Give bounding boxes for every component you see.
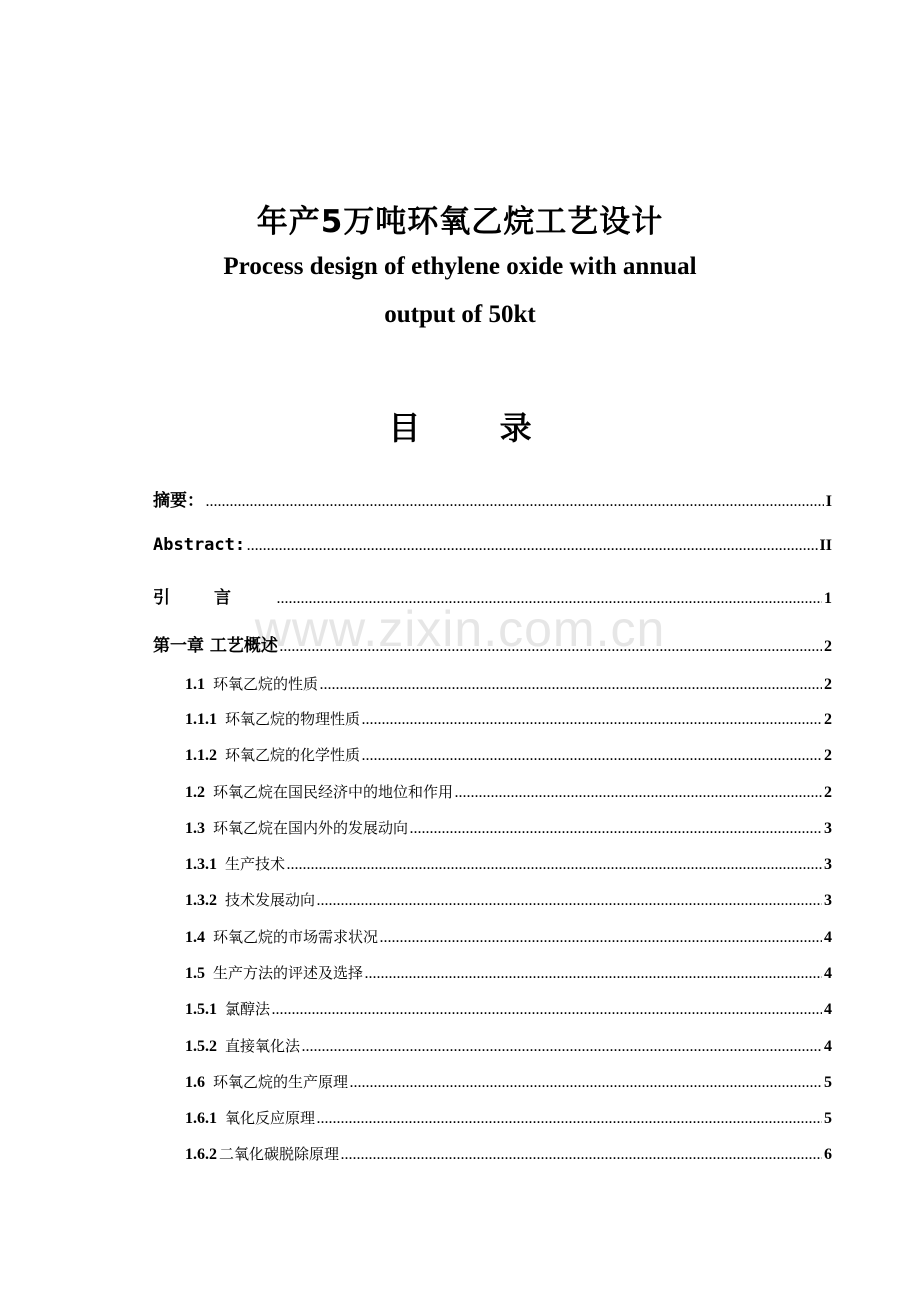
toc-leader-dots	[247, 539, 817, 554]
toc-entry-number: 1.5	[185, 965, 205, 982]
toc-entry[interactable]	[185, 1035, 832, 1056]
toc-leader-dots	[455, 786, 822, 801]
toc-entry-label: 环氧乙烷的市场需求状况	[213, 928, 379, 946]
toc-leader-dots	[287, 858, 822, 873]
toc-entry[interactable]	[185, 817, 832, 838]
toc-leader-dots	[362, 713, 822, 728]
toc-entry[interactable]	[185, 744, 832, 765]
toc-leader-dots	[206, 495, 824, 510]
toc-entry[interactable]	[185, 998, 832, 1019]
toc-entry-label: 氯醇法	[225, 1000, 271, 1018]
toc-entry-page: 2	[824, 676, 832, 693]
toc-entry[interactable]	[185, 853, 832, 874]
toc-entry-label: 技术发展动向	[225, 891, 316, 909]
toc-entry[interactable]	[185, 1143, 832, 1164]
toc-entry-page: 2	[824, 638, 832, 655]
toc-entry-label: 环氧乙烷在国民经济中的地位和作用	[213, 783, 454, 801]
toc-entry-label: 环氧乙烷的化学性质	[225, 746, 361, 764]
toc-entry-label: 环氧乙烷在国内外的发展动向	[213, 819, 409, 837]
toc-entry-page: II	[819, 537, 832, 554]
toc-entry-label: 氧化反应原理	[225, 1109, 316, 1127]
toc-entry-page: I	[825, 493, 832, 510]
toc-entry-label: 环氧乙烷的生产原理	[213, 1073, 349, 1091]
toc-leader-dots	[320, 678, 822, 693]
toc-entry-number: 1.6.1	[185, 1110, 217, 1127]
toc-leader-dots	[341, 1148, 822, 1163]
toc-entry-page: 3	[824, 892, 832, 909]
toc-entry-page: 5	[824, 1074, 832, 1091]
toc-entry[interactable]	[185, 1071, 832, 1092]
toc-leader-dots	[302, 1040, 822, 1055]
toc-entry-label: 环氧乙烷的性质	[213, 675, 319, 693]
document-title-en-line2: output of 50kt	[384, 301, 536, 328]
toc-entry-number: 1.4	[185, 929, 205, 946]
toc-entry-number: 1.3	[185, 820, 205, 837]
toc-entry-page: 3	[824, 856, 832, 873]
toc-entry-label: 直接氧化法	[225, 1037, 301, 1055]
toc-entry-page: 4	[824, 965, 832, 982]
toc-leader-dots	[272, 1003, 822, 1018]
document-title-en-line1: Process design of ethylene oxide with annual	[223, 253, 697, 280]
toc-entry-page: 2	[824, 711, 832, 728]
toc-entry-label: 摘要：	[153, 491, 204, 511]
toc-leader-dots	[410, 822, 822, 837]
toc-entry-page: 4	[824, 929, 832, 946]
toc-leader-dots	[317, 894, 822, 909]
toc-entry[interactable]	[185, 781, 832, 802]
toc-entry-number: 1.5.1	[185, 1001, 217, 1018]
toc-leader-dots	[317, 1112, 822, 1127]
toc-entry[interactable]	[185, 1107, 832, 1128]
toc-leader-dots	[362, 749, 822, 764]
toc-entry-label: 引言	[153, 588, 275, 608]
toc-entry-number: 1.6	[185, 1074, 205, 1091]
toc-entry-page: 4	[824, 1038, 832, 1055]
watermark: www.zixin.com.cn	[254, 601, 666, 657]
toc-leader-dots	[350, 1076, 822, 1091]
toc-entry-page: 2	[824, 747, 832, 764]
toc-entry-number: 1.3.2	[185, 892, 217, 909]
toc-leader-dots	[380, 931, 822, 946]
toc-entry-page: 5	[824, 1110, 832, 1127]
toc-entry-number: 1.6.2	[185, 1146, 217, 1163]
toc-entry-number: 1.2	[185, 784, 205, 801]
toc-entry-number: 1.1.2	[185, 747, 217, 764]
toc-entry-number: 1.5.2	[185, 1038, 217, 1055]
toc-leader-dots	[365, 967, 822, 982]
toc-entry-page: 4	[824, 1001, 832, 1018]
toc-leader-dots	[277, 592, 822, 607]
toc-leader-dots	[280, 640, 822, 655]
toc-entry[interactable]	[185, 673, 832, 694]
document-title-cn: 年产5万吨环氧乙烷工艺设计	[256, 204, 664, 240]
toc-entry-label: 生产技术	[225, 855, 286, 873]
toc-entry-label: 二氧化碳脱除原理	[219, 1145, 340, 1163]
toc-entry-label: Abstract:	[153, 535, 246, 555]
toc-entry-page: 1	[824, 590, 832, 607]
toc-entry-introduction[interactable]	[153, 583, 832, 608]
toc-entry-abstract-en[interactable]	[153, 535, 832, 555]
toc-entry-number: 1.3.1	[185, 856, 217, 873]
toc-entry-label: 生产方法的评述及选择	[213, 964, 364, 982]
toc-entry-label: 环氧乙烷的物理性质	[225, 710, 361, 728]
toc-entry[interactable]	[185, 926, 832, 947]
toc-entry-number: 1.1	[185, 676, 205, 693]
toc-entry[interactable]	[185, 962, 832, 983]
toc-entry[interactable]	[185, 708, 832, 729]
toc-entry-page: 6	[824, 1146, 832, 1163]
toc-entry-label: 第一章 工艺概述	[153, 636, 278, 656]
toc-entry-abstract-cn[interactable]	[153, 486, 832, 511]
toc-entry-page: 2	[824, 784, 832, 801]
toc-heading: 目 录	[388, 409, 566, 447]
toc-entry-page: 3	[824, 820, 832, 837]
toc-entry-chapter-1[interactable]	[153, 631, 832, 656]
toc-entry-number: 1.1.1	[185, 711, 217, 728]
toc-entry[interactable]	[185, 889, 832, 910]
